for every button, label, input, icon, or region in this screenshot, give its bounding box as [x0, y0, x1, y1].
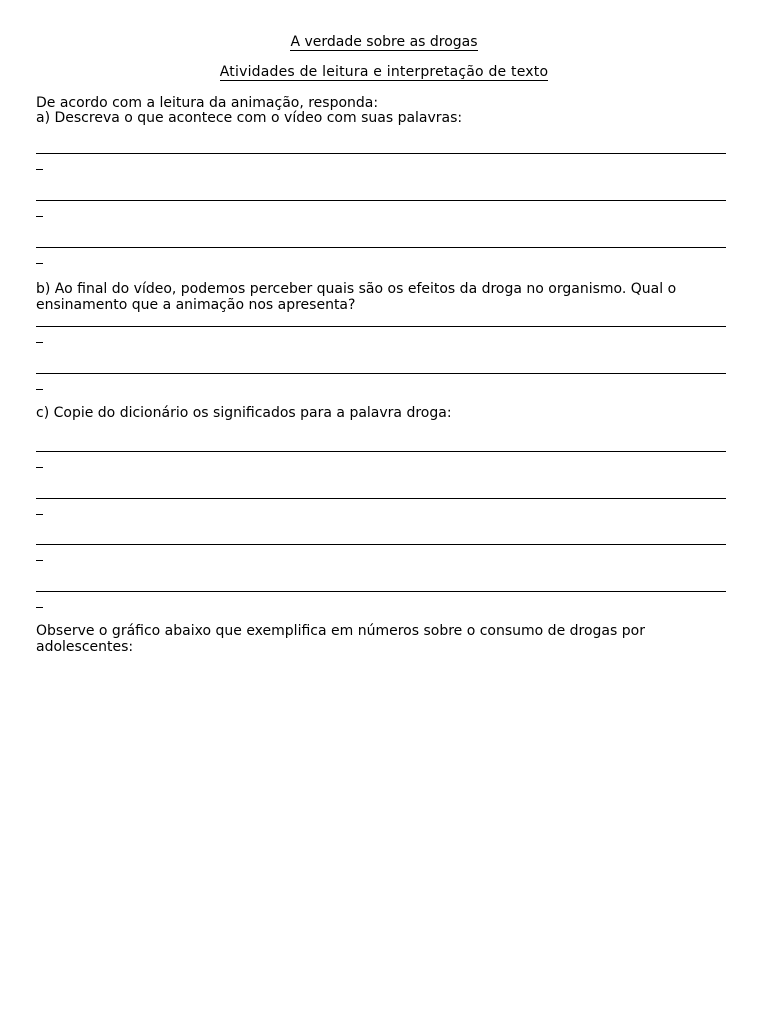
answer-rule-tail: [36, 467, 43, 468]
answer-line-c1: [36, 451, 728, 475]
answer-rule-tail: [36, 169, 43, 170]
answer-rule: [36, 200, 726, 201]
answer-rule: [36, 544, 726, 545]
question-c-text: c) Copie do dicionário os significados para a palavra droga:: [36, 405, 452, 421]
question-b-text-line1: b) Ao final do vídeo, podemos perceber quais são os efeitos da droga no organismo. Qual o: [36, 281, 677, 297]
answer-rule-tail: [36, 514, 43, 515]
answer-rule-tail: [36, 389, 43, 390]
answer-rule: [36, 591, 726, 592]
answer-line-c3: [36, 544, 728, 568]
answer-line-c2: [36, 498, 728, 522]
question-b-text-line2: ensinamento que a animação nos apresenta?: [36, 297, 356, 313]
answer-rule-tail: [36, 607, 43, 608]
answer-rule-tail: [36, 560, 43, 561]
observe-text-line2: adolescentes:: [36, 639, 134, 655]
answer-rule-tail: [36, 216, 43, 217]
question-a-text: a) Descreva o que acontece com o vídeo com suas palavras:: [36, 110, 463, 126]
intro-text: De acordo com a leitura da animação, responda:: [36, 95, 379, 111]
answer-line-a1: [36, 153, 728, 177]
answer-line-c4: [36, 591, 728, 615]
answer-rule-tail: [36, 263, 43, 264]
worksheet-title: [0, 34, 768, 51]
answer-line-b2: [36, 373, 728, 397]
answer-rule: [36, 498, 726, 499]
worksheet-title-text: A verdade sobre as drogas: [290, 34, 478, 50]
answer-rule: [36, 373, 726, 374]
observe-text-line1: Observe o gráfico abaixo que exemplifica em números sobre o consumo de drogas por: [36, 623, 645, 639]
answer-rule-tail: [36, 342, 43, 343]
worksheet-subtitle: [0, 64, 768, 81]
answer-rule: [36, 247, 726, 248]
answer-line-a2: [36, 200, 728, 224]
answer-line-a3: [36, 247, 728, 271]
answer-rule: [36, 451, 726, 452]
answer-line-b1: [36, 326, 728, 350]
worksheet-subtitle-text: Atividades de leitura e interpretação de texto: [219, 64, 549, 80]
answer-rule: [36, 326, 726, 327]
answer-rule: [36, 153, 726, 154]
